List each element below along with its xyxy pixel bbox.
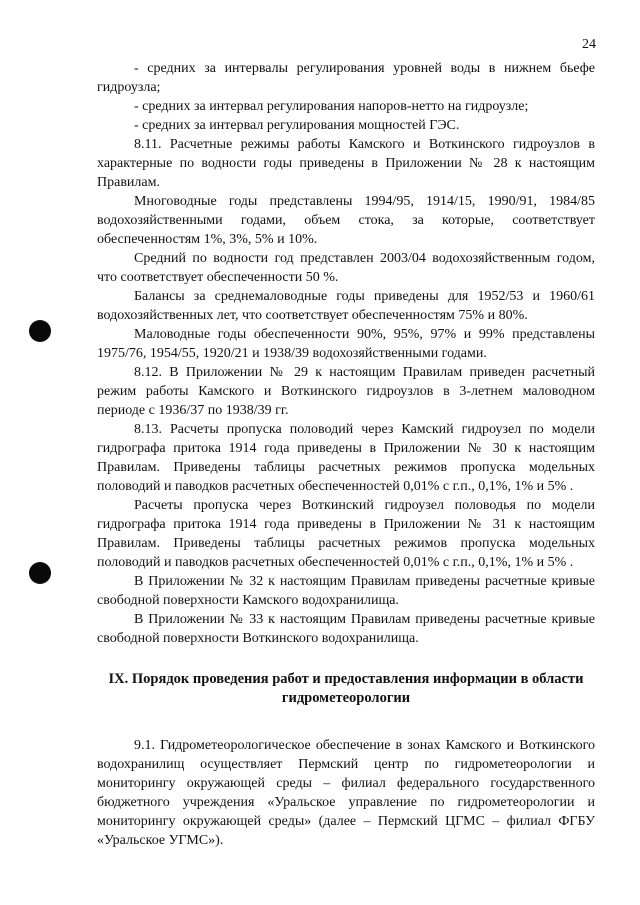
paragraph: Средний по водности год представлен 2003/04 водохозяйственным годом, что соответствует обеспеченности 50 %. — [97, 251, 595, 285]
paragraph: - средних за интервал регулирования мощностей ГЭС. — [134, 118, 460, 133]
paragraph-8-12: 8.12. В Приложении № 29 к настоящим Правилам приведен расчетный режим работы Камского и Воткинского гидроузлов в 3-летнем маловодном периоде с 1936/37 по 1938/39 гг. — [97, 365, 595, 418]
paragraph: - средних за интервал регулирования напоров-нетто на гидроузле; — [134, 99, 529, 114]
document-body — [97, 59, 595, 850]
paragraph: Расчеты пропуска через Воткинский гидроузел половодья по модели гидрографа притока 1914 года приведены в Приложении № 31 к настоящим Правилам. Приведены таблицы расчетных режимов пропуска модельных половодий и паводков расчетных обеспеченностей 0,01% с г.п., 0,1%, 1% и 5% . — [97, 498, 595, 570]
section-heading: IX. Порядок проведения работ и предоставления информации в области гидрометеорологии — [108, 671, 584, 706]
paragraph: В Приложении № 33 к настоящим Правилам приведены расчетные кривые свободной поверхности Воткинского водохранилища. — [97, 612, 595, 646]
paragraph-9-1: 9.1. Гидрометеорологическое обеспечение в зонах Камского и Воткинского водохранилищ осуществляет Пермский центр по гидрометеорологии и мониторингу окружающей среды – филиал федерального государственного бюджетного учреждения «Уральское управление по гидрометеорологии и мониторингу окружающей среды» (далее – Пермский ЦГМС – филиал ФГБУ «Уральское УГМС»). — [97, 738, 595, 848]
punch-hole-top — [29, 320, 51, 342]
paragraph-8-13: 8.13. Расчеты пропуска половодий через Камский гидроузел по модели гидрографа притока 1914 года приведены в Приложении № 30 к настоящим Правилам. Приведены таблицы расчетных режимов пропуска модельных половодий и паводков расчетных обеспеченностей 0,01% с г.п., 0,1%, 1% и 5% . — [97, 422, 595, 494]
page-number: 24 — [582, 37, 596, 52]
paragraph-8-11: 8.11. Расчетные режимы работы Камского и Воткинского гидроузлов в характерные по водности годы приведены в Приложении № 28 к настоящим Правилам. — [97, 137, 595, 190]
paragraph: Многоводные годы представлены 1994/95, 1914/15, 1990/91, 1984/85 водохозяйственными годами, объем стока, за которые, соответствует обеспеченностям 1%, 3%, 5% и 10%. — [97, 194, 595, 247]
paragraph: В Приложении № 32 к настоящим Правилам приведены расчетные кривые свободной поверхности Камского водохранилища. — [97, 574, 595, 608]
paragraph: - средних за интервалы регулирования уровней воды в нижнем бьефе гидроузла; — [97, 61, 595, 95]
punch-hole-bottom — [29, 562, 51, 584]
paragraph: Балансы за среднемаловодные годы приведены для 1952/53 и 1960/61 водохозяйственных лет, что соответствует обеспеченностям 75% и 80%. — [97, 289, 595, 323]
paragraph: Маловодные годы обеспеченности 90%, 95%, 97% и 99% представлены 1975/76, 1954/55, 1920/21 и 1938/39 водохозяйственными годами. — [97, 327, 595, 361]
